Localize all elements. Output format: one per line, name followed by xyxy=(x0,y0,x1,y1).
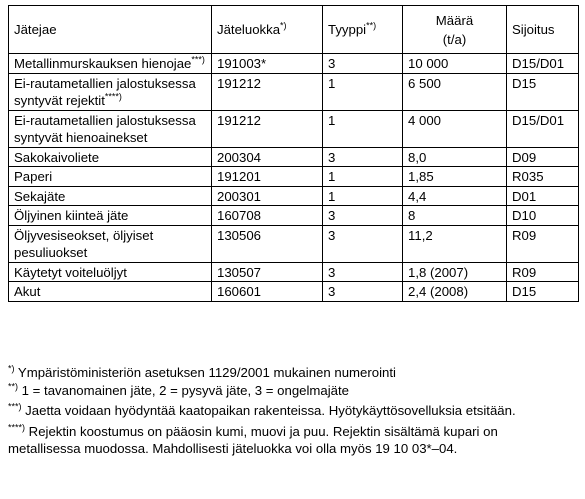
footnote-mark: ***) xyxy=(8,401,22,412)
cell-waste-class: 191201 xyxy=(212,167,323,187)
cell-waste-type: 3 xyxy=(323,282,403,302)
footnote xyxy=(8,364,568,382)
cell-waste-class: 191212 xyxy=(212,110,323,147)
cell-waste-type: 3 xyxy=(323,54,403,74)
cell-waste-fraction: Käytetyt voiteluöljyt xyxy=(9,262,212,282)
cell-amount: 4,4 xyxy=(403,186,507,206)
footnote-mark: ****) xyxy=(8,422,26,433)
table-row xyxy=(9,54,579,74)
header-amount-unit: (t/a) xyxy=(442,32,467,47)
cell-placement: D01 xyxy=(507,186,579,206)
cell-waste-fraction xyxy=(9,54,212,74)
cell-waste-class: 130507 xyxy=(212,262,323,282)
cell-amount: 8 xyxy=(403,206,507,226)
footnote-text: Jaetta voidaan hyödyntää kaatopaikan rakenteissa. Hyötykäyttösovelluksia etsitään. xyxy=(21,403,516,419)
waste-fraction-footnote-mark: ****) xyxy=(104,91,122,102)
cell-amount: 4 000 xyxy=(403,110,507,147)
footnote-text: Rejektin koostumus on pääosin kumi, muovi ja puu. Rejektin sisältämä kupari on metallisessa muodossa. Mahdollisesti jäteluokka voi olla myös 19 10 03*–04. xyxy=(8,423,498,457)
table-row xyxy=(9,206,579,226)
waste-fraction-text: Metallinmurskauksen hienojae xyxy=(14,56,192,71)
table-row xyxy=(9,73,579,110)
cell-waste-fraction: Sakokaivoliete xyxy=(9,147,212,167)
cell-waste-fraction xyxy=(9,73,212,110)
cell-waste-type: 3 xyxy=(323,225,403,262)
cell-waste-type: 3 xyxy=(323,147,403,167)
cell-placement: D15 xyxy=(507,282,579,302)
table-header-row xyxy=(9,6,579,54)
cell-waste-fraction: Öljyinen kiinteä jäte xyxy=(9,206,212,226)
cell-amount: 11,2 xyxy=(403,225,507,262)
table-row xyxy=(9,225,579,262)
cell-waste-class: 160708 xyxy=(212,206,323,226)
cell-placement: D09 xyxy=(507,147,579,167)
cell-amount: 6 500 xyxy=(403,73,507,110)
cell-waste-class: 200304 xyxy=(212,147,323,167)
cell-waste-class: 191003* xyxy=(212,54,323,74)
table-row xyxy=(9,282,579,302)
cell-amount: 1,8 (2007) xyxy=(403,262,507,282)
cell-waste-type: 1 xyxy=(323,167,403,187)
footnote-text: 1 = tavanomainen jäte, 2 = pysyvä jäte, 3 = ongelmajäte xyxy=(18,382,350,398)
table-row xyxy=(9,110,579,147)
header-waste-type-label: Tyyppi xyxy=(328,22,367,38)
waste-fraction-footnote-mark: ***) xyxy=(191,54,205,65)
cell-placement: D15/D01 xyxy=(507,110,579,147)
table-row xyxy=(9,167,579,187)
cell-waste-fraction: Paperi xyxy=(9,167,212,187)
cell-waste-type: 1 xyxy=(323,73,403,110)
cell-waste-class: 130506 xyxy=(212,225,323,262)
cell-waste-class: 200301 xyxy=(212,186,323,206)
waste-fraction-text: Ei-rautametallien jalostuksessa syntyvät rejektit xyxy=(14,75,196,108)
cell-placement: R035 xyxy=(507,167,579,187)
cell-placement: D10 xyxy=(507,206,579,226)
header-waste-class-footnote-mark: *) xyxy=(280,20,287,31)
cell-amount: 2,4 (2008) xyxy=(403,282,507,302)
header-amount-label: Määrä xyxy=(435,13,474,28)
cell-placement: R09 xyxy=(507,262,579,282)
header-waste-fraction xyxy=(9,6,212,54)
cell-waste-fraction: Öljyvesiseokset, öljyiset pesuliuokset xyxy=(9,225,212,262)
cell-waste-fraction: Sekajäte xyxy=(9,186,212,206)
footnote xyxy=(8,423,568,458)
cell-waste-type: 3 xyxy=(323,206,403,226)
cell-placement: D15 xyxy=(507,73,579,110)
footnote-text: Ympäristöministeriön asetuksen 1129/2001 mukainen numerointi xyxy=(14,365,396,380)
cell-amount: 8,0 xyxy=(403,147,507,167)
header-waste-type xyxy=(323,6,403,54)
footnotes xyxy=(8,364,568,458)
table-row xyxy=(9,147,579,167)
cell-waste-type: 3 xyxy=(323,262,403,282)
header-placement-label: Sijoitus xyxy=(512,22,555,38)
cell-waste-fraction: Akut xyxy=(9,282,212,302)
footnote-mark: **) xyxy=(8,381,19,392)
header-waste-class-label: Jäteluokka xyxy=(217,22,281,38)
footnote xyxy=(8,382,568,400)
cell-waste-fraction xyxy=(9,110,212,147)
cell-amount: 10 000 xyxy=(403,54,507,74)
cell-waste-class: 191212 xyxy=(212,73,323,110)
header-waste-fraction-label: Jätejae xyxy=(14,22,57,38)
cell-placement: R09 xyxy=(507,225,579,262)
table-row xyxy=(9,262,579,282)
header-amount xyxy=(403,6,507,54)
header-waste-type-footnote-mark: **) xyxy=(366,20,377,31)
cell-placement: D15/D01 xyxy=(507,54,579,74)
cell-waste-type: 1 xyxy=(323,110,403,147)
footnote-mark: *) xyxy=(8,363,15,374)
cell-amount: 1,85 xyxy=(403,167,507,187)
header-waste-class xyxy=(212,6,323,54)
footnote xyxy=(8,402,568,420)
table-row xyxy=(9,186,579,206)
cell-waste-type: 1 xyxy=(323,186,403,206)
header-placement xyxy=(507,6,579,54)
waste-table xyxy=(8,5,579,302)
cell-waste-class: 160601 xyxy=(212,282,323,302)
waste-fraction-text: Ei-rautametallien jalostuksessa syntyvät hienoainekset xyxy=(14,112,196,145)
